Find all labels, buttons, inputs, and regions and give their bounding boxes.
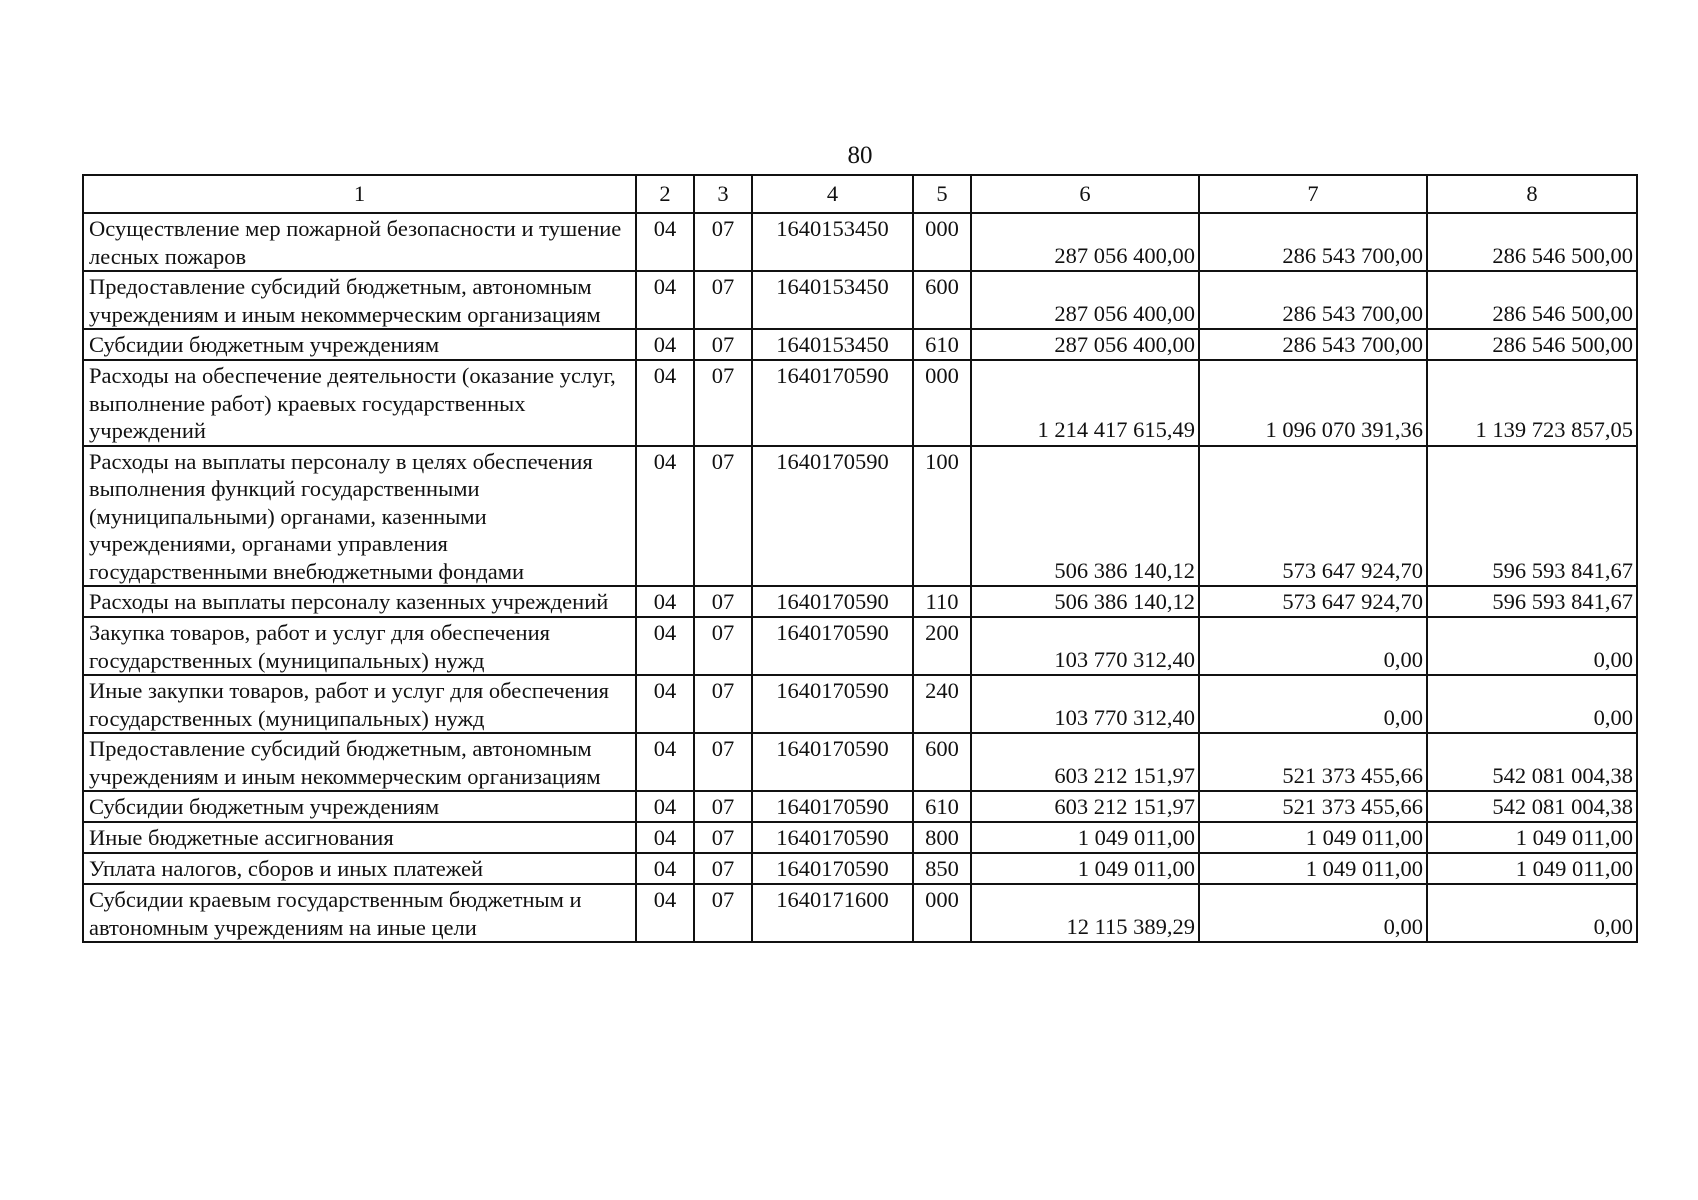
row-amount-cell: 287 056 400,00: [971, 329, 1199, 360]
row-expense-type-cell: 000: [913, 213, 971, 271]
row-section-cell: 04: [636, 822, 694, 853]
row-section-cell: 04: [636, 791, 694, 822]
row-amount-cell: 0,00: [1199, 884, 1427, 942]
row-expense-type-cell: 610: [913, 329, 971, 360]
row-section-cell: 04: [636, 617, 694, 675]
row-expense-type-cell: 800: [913, 822, 971, 853]
row-amount-cell: 542 081 004,38: [1427, 733, 1637, 791]
page-number: 80: [847, 142, 873, 169]
row-expense-type-cell: 600: [913, 733, 971, 791]
row-amount-cell: 286 546 500,00: [1427, 271, 1637, 329]
column-header: 5: [913, 175, 971, 213]
table-row: [83, 853, 1637, 884]
row-expense-type-cell: 600: [913, 271, 971, 329]
row-subsection-cell: 07: [694, 329, 752, 360]
row-subsection-cell: 07: [694, 853, 752, 884]
row-amount-cell: 506 386 140,12: [971, 446, 1199, 587]
row-expense-type-cell: 240: [913, 675, 971, 733]
table-row: [83, 733, 1637, 791]
row-section-cell: 04: [636, 360, 694, 446]
row-subsection-cell: 07: [694, 791, 752, 822]
row-amount-cell: 596 593 841,67: [1427, 446, 1637, 587]
row-target-item-cell: 1640170590: [752, 822, 913, 853]
row-amount-cell: 1 214 417 615,49: [971, 360, 1199, 446]
row-expense-type-cell: 000: [913, 360, 971, 446]
row-amount-cell: 287 056 400,00: [971, 213, 1199, 271]
row-subsection-cell: 07: [694, 733, 752, 791]
table-row: [83, 329, 1637, 360]
row-amount-cell: 286 546 500,00: [1427, 329, 1637, 360]
row-amount-cell: 0,00: [1427, 884, 1637, 942]
row-name-cell: Осуществление мер пожарной безопасности и тушение лесных пожаров: [83, 213, 636, 271]
row-target-item-cell: 1640170590: [752, 675, 913, 733]
row-amount-cell: 1 096 070 391,36: [1199, 360, 1427, 446]
row-amount-cell: 521 373 455,66: [1199, 791, 1427, 822]
row-name-cell: Субсидии бюджетным учреждениям: [83, 791, 636, 822]
row-section-cell: 04: [636, 675, 694, 733]
row-subsection-cell: 07: [694, 586, 752, 617]
row-amount-cell: 286 543 700,00: [1199, 271, 1427, 329]
table-row: [83, 884, 1637, 942]
row-amount-cell: 1 139 723 857,05: [1427, 360, 1637, 446]
column-header: 8: [1427, 175, 1637, 213]
row-target-item-cell: 1640170590: [752, 853, 913, 884]
column-header: 1: [83, 175, 636, 213]
row-subsection-cell: 07: [694, 360, 752, 446]
row-subsection-cell: 07: [694, 822, 752, 853]
row-name-cell: Закупка товаров, работ и услуг для обеспечения государственных (муниципальных) нужд: [83, 617, 636, 675]
row-amount-cell: 573 647 924,70: [1199, 586, 1427, 617]
column-header: 3: [694, 175, 752, 213]
table-row: [83, 675, 1637, 733]
row-target-item-cell: 1640170590: [752, 791, 913, 822]
row-name-cell: Расходы на выплаты персоналу в целях обеспечения выполнения функций государственными (муниципальными) органами, казенными учреждениями, органами управления государственными внебюджетными фондами: [83, 446, 636, 587]
row-expense-type-cell: 200: [913, 617, 971, 675]
column-header: 7: [1199, 175, 1427, 213]
header-row: [83, 175, 1637, 213]
row-amount-cell: 286 543 700,00: [1199, 213, 1427, 271]
row-name-cell: Предоставление субсидий бюджетным, автономным учреждениям и иным некоммерческим организациям: [83, 271, 636, 329]
row-subsection-cell: 07: [694, 884, 752, 942]
row-section-cell: 04: [636, 213, 694, 271]
row-amount-cell: 0,00: [1199, 675, 1427, 733]
row-name-cell: Субсидии бюджетным учреждениям: [83, 329, 636, 360]
row-amount-cell: 0,00: [1427, 675, 1637, 733]
row-section-cell: 04: [636, 446, 694, 587]
row-amount-cell: 573 647 924,70: [1199, 446, 1427, 587]
row-section-cell: 04: [636, 884, 694, 942]
row-amount-cell: 1 049 011,00: [1427, 822, 1637, 853]
row-amount-cell: 12 115 389,29: [971, 884, 1199, 942]
table-row: [83, 617, 1637, 675]
row-amount-cell: 542 081 004,38: [1427, 791, 1637, 822]
row-amount-cell: 1 049 011,00: [971, 853, 1199, 884]
row-expense-type-cell: 000: [913, 884, 971, 942]
table-row: [83, 586, 1637, 617]
row-amount-cell: 521 373 455,66: [1199, 733, 1427, 791]
row-section-cell: 04: [636, 271, 694, 329]
row-target-item-cell: 1640153450: [752, 271, 913, 329]
table-row: [83, 822, 1637, 853]
row-amount-cell: 603 212 151,97: [971, 791, 1199, 822]
row-name-cell: Субсидии краевым государственным бюджетным и автономным учреждениям на иные цели: [83, 884, 636, 942]
row-amount-cell: 286 546 500,00: [1427, 213, 1637, 271]
column-header: 4: [752, 175, 913, 213]
row-subsection-cell: 07: [694, 675, 752, 733]
row-amount-cell: 603 212 151,97: [971, 733, 1199, 791]
row-section-cell: 04: [636, 853, 694, 884]
budget-table: [82, 174, 1638, 943]
column-header: 2: [636, 175, 694, 213]
row-amount-cell: 596 593 841,67: [1427, 586, 1637, 617]
row-expense-type-cell: 850: [913, 853, 971, 884]
row-amount-cell: 0,00: [1199, 617, 1427, 675]
table-row: [83, 446, 1637, 587]
row-target-item-cell: 1640153450: [752, 213, 913, 271]
row-amount-cell: 103 770 312,40: [971, 617, 1199, 675]
row-amount-cell: 1 049 011,00: [1199, 822, 1427, 853]
table-row: [83, 360, 1637, 446]
row-amount-cell: 286 543 700,00: [1199, 329, 1427, 360]
row-target-item-cell: 1640170590: [752, 617, 913, 675]
row-subsection-cell: 07: [694, 617, 752, 675]
row-name-cell: Иные бюджетные ассигнования: [83, 822, 636, 853]
row-amount-cell: 0,00: [1427, 617, 1637, 675]
row-amount-cell: 1 049 011,00: [1427, 853, 1637, 884]
column-header: 6: [971, 175, 1199, 213]
row-section-cell: 04: [636, 586, 694, 617]
row-target-item-cell: 1640170590: [752, 446, 913, 587]
row-expense-type-cell: 610: [913, 791, 971, 822]
row-amount-cell: 506 386 140,12: [971, 586, 1199, 617]
row-amount-cell: 287 056 400,00: [971, 271, 1199, 329]
row-name-cell: Расходы на выплаты персоналу казенных учреждений: [83, 586, 636, 617]
table-row: [83, 271, 1637, 329]
row-target-item-cell: 1640170590: [752, 586, 913, 617]
table-body: [83, 213, 1637, 942]
row-target-item-cell: 1640170590: [752, 360, 913, 446]
row-target-item-cell: 1640170590: [752, 733, 913, 791]
row-subsection-cell: 07: [694, 213, 752, 271]
row-amount-cell: 1 049 011,00: [1199, 853, 1427, 884]
row-subsection-cell: 07: [694, 446, 752, 587]
row-amount-cell: 1 049 011,00: [971, 822, 1199, 853]
row-name-cell: Предоставление субсидий бюджетным, автономным учреждениям и иным некоммерческим организациям: [83, 733, 636, 791]
table-row: [83, 791, 1637, 822]
row-name-cell: Уплата налогов, сборов и иных платежей: [83, 853, 636, 884]
row-amount-cell: 103 770 312,40: [971, 675, 1199, 733]
table-row: [83, 213, 1637, 271]
row-expense-type-cell: 100: [913, 446, 971, 587]
row-section-cell: 04: [636, 329, 694, 360]
row-target-item-cell: 1640153450: [752, 329, 913, 360]
row-name-cell: Расходы на обеспечение деятельности (оказание услуг, выполнение работ) краевых государственных учреждений: [83, 360, 636, 446]
row-target-item-cell: 1640171600: [752, 884, 913, 942]
row-expense-type-cell: 110: [913, 586, 971, 617]
row-name-cell: Иные закупки товаров, работ и услуг для обеспечения государственных (муниципальных) нужд: [83, 675, 636, 733]
row-subsection-cell: 07: [694, 271, 752, 329]
row-section-cell: 04: [636, 733, 694, 791]
